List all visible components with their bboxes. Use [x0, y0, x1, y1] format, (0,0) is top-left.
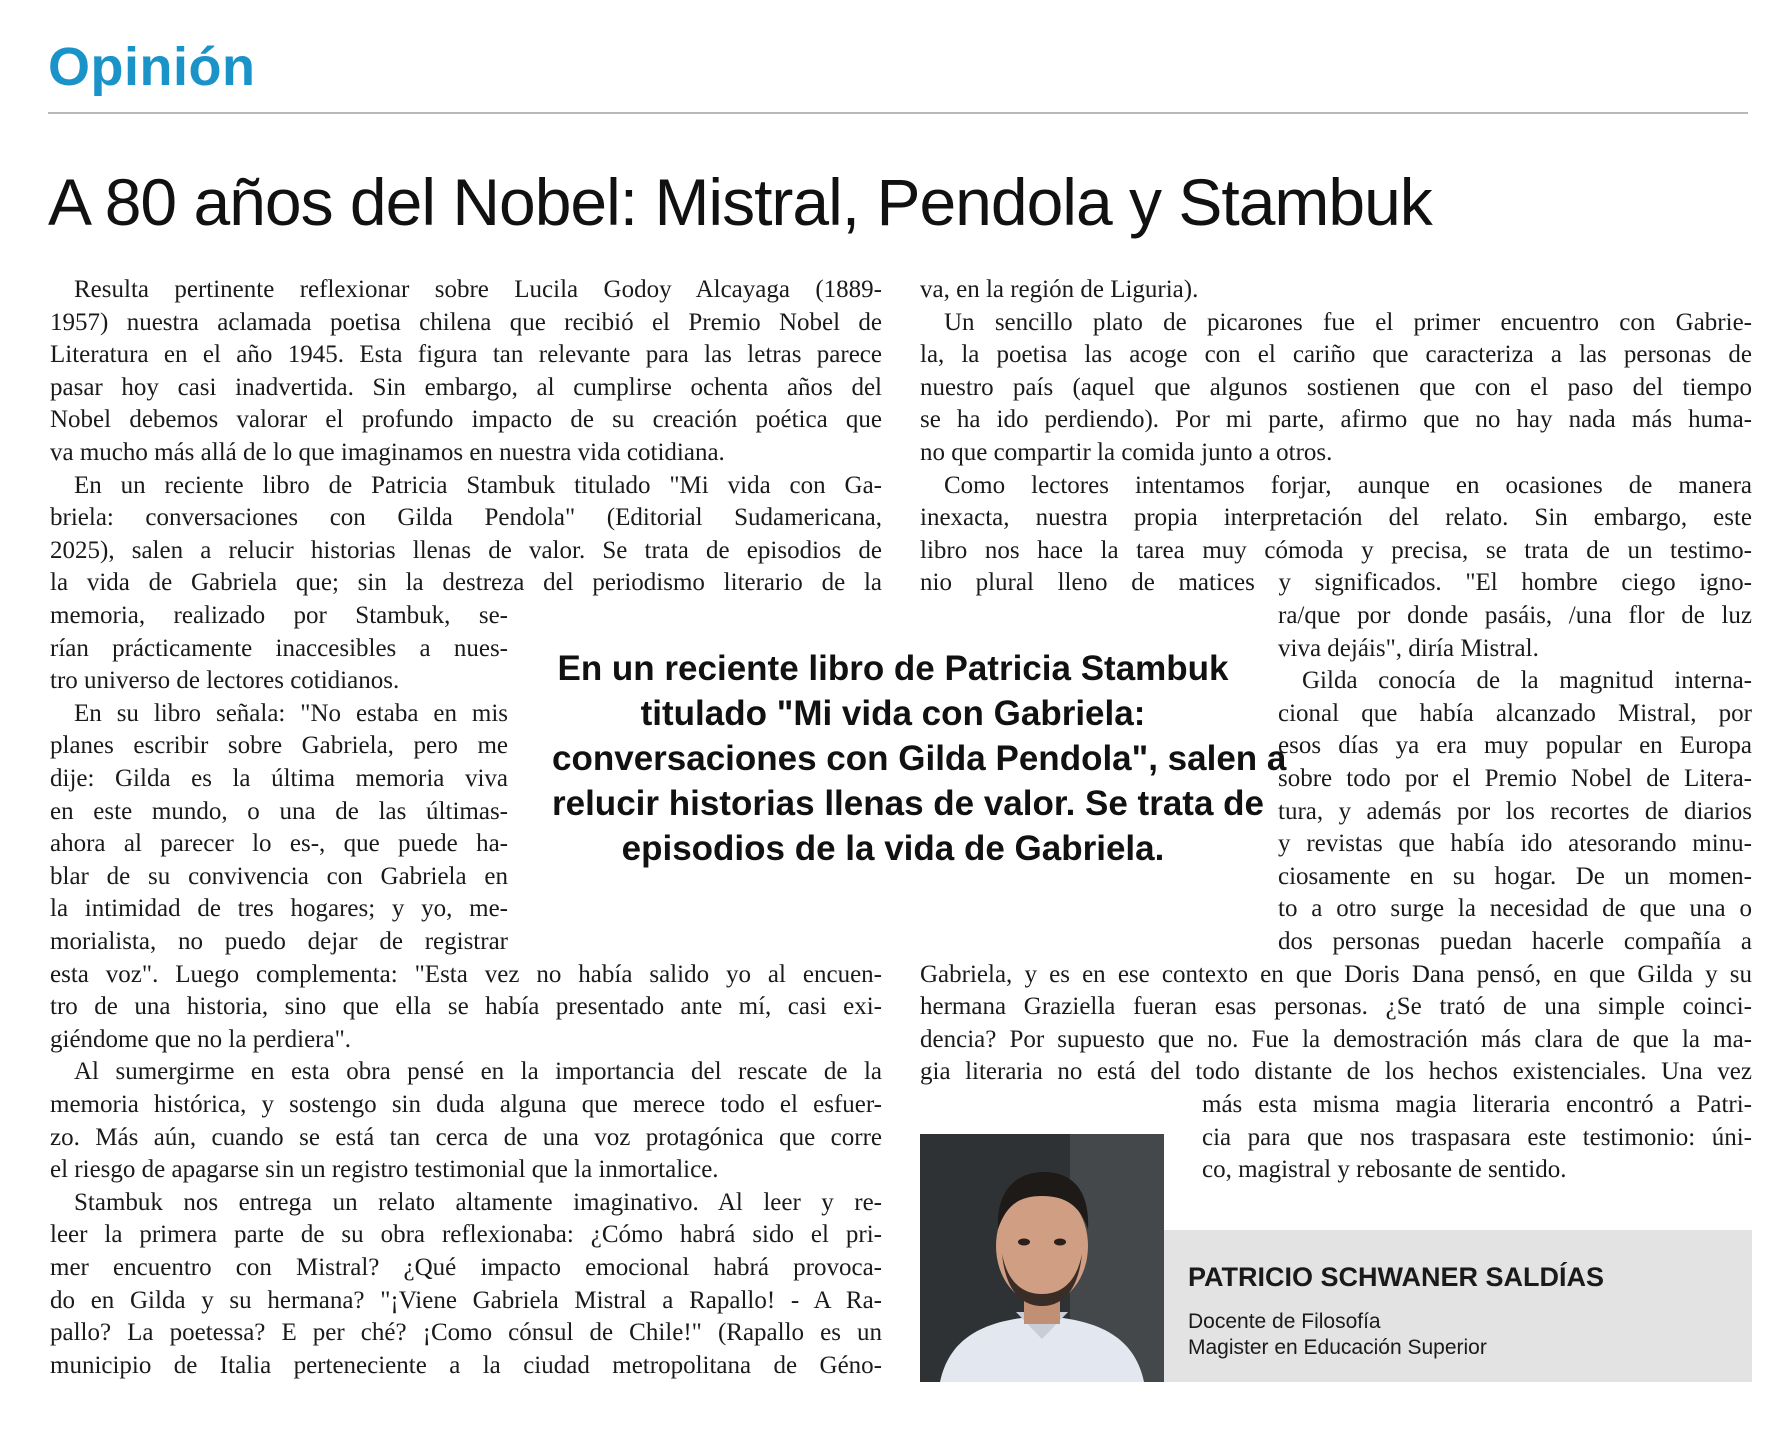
- author-portrait-icon: [920, 1134, 1164, 1382]
- text-line: cia para que nos traspasara este testimonio: úni-: [1202, 1123, 1752, 1151]
- text-line: mer encuentro con Mistral? ¿Qué impacto emocional habrá provoca-: [50, 1254, 882, 1281]
- headline: A 80 años del Nobel: Mistral, Pendola y Stambuk: [48, 165, 1432, 239]
- text-line: tro de una historia, sino que ella se había presentado ante mí, casi exi-: [50, 993, 882, 1021]
- text-line: pasar hoy casi inadvertida. Sin embargo, al cumplirse ochenta años del: [50, 373, 882, 401]
- text-line: blar de su convivencia con Gabriela en: [50, 862, 508, 890]
- text-line: En un reciente libro de Patricia Stambuk titulado "Mi vida con Ga-: [74, 471, 882, 499]
- text-line: la, la poetisa las acoge con el cariño que caracteriza a las personas de: [920, 341, 1752, 369]
- text-line: ra/que por donde pasáis, /una flor de luz: [1278, 602, 1752, 629]
- text-line: memoria histórica, y sostengo sin duda alguna que merece todo el esfuer-: [50, 1091, 882, 1118]
- text-line: 1957) nuestra aclamada poetisa chilena que recibió el Premio Nobel de: [50, 308, 882, 336]
- text-line: dencia? Por supuesto que no. Fue la demostración más clara de que la ma-: [920, 1025, 1752, 1053]
- text-line: En su libro señala: "No estaba en mis: [74, 699, 508, 727]
- text-line: esta voz". Luego complementa: "Esta vez no había salido yo al encuen-: [50, 960, 882, 988]
- text-line: ahora al parecer lo es-, que puede ha-: [50, 830, 508, 858]
- text-line: dije: Gilda es la última memoria viva: [50, 765, 508, 792]
- text-line: Stambuk nos entrega un relato altamente imaginativo. Al leer y re-: [74, 1188, 882, 1216]
- text-line: municipio de Italia perteneciente a la ciudad metropolitana de Géno-: [50, 1351, 882, 1379]
- text-line: Un sencillo plato de picarones fue el primer encuentro con Gabrie-: [944, 308, 1752, 336]
- text-line: el riesgo de apagarse sin un registro testimonial que la inmortalice.: [50, 1156, 719, 1184]
- text-line: esos días ya era muy popular en Europa: [1278, 732, 1752, 760]
- text-line: do en Gilda y su hermana? "¡Viene Gabriela Mistral a Rapallo! - A Ra-: [50, 1286, 882, 1314]
- text-line: co, magistral y rebosante de sentido.: [1202, 1156, 1567, 1184]
- text-line: pallo? La poetessa? E per ché? ¡Como cónsul de Chile!" (Rapallo es un: [50, 1319, 882, 1347]
- text-line: viva dejáis", diría Mistral.: [1278, 634, 1539, 662]
- text-line: en este mundo, o una de las últimas-: [50, 797, 508, 825]
- text-line: zo. Más aún, cuando se está tan cerca de una voz protagónica que corre: [50, 1123, 882, 1151]
- pull-quote-line: titulado "Mi vida con Gabriela:: [640, 694, 1146, 733]
- text-line: to a otro surge la necesidad de que una o: [1278, 895, 1752, 923]
- text-line: Nobel debemos valorar el profundo impacto de su creación poética que: [50, 406, 882, 434]
- pull-quote-line: relucir historias llenas de valor. Se trata de: [552, 784, 1264, 823]
- text-line: morialista, no puedo dejar de registrar: [50, 928, 508, 955]
- text-line: hermana Graziella fueran esas personas. ¿Se trató de una simple coinci-: [920, 993, 1752, 1021]
- text-line: sobre todo por el Premio Nobel de Litera-: [1278, 765, 1752, 792]
- text-line: se ha ido perdiendo). Por mi parte, afirmo que no hay nada más huma-: [920, 406, 1752, 434]
- text-line: nio plural lleno de matices y significados. "El hombre ciego igno-: [920, 569, 1752, 597]
- text-line: giéndome que no la perdiera".: [50, 1025, 352, 1053]
- text-line: planes escribir sobre Gabriela, pero me: [50, 732, 508, 760]
- text-line: ciosamente en su hogar. De un momen-: [1278, 862, 1752, 890]
- text-line: dos personas puedan hacerle compañía a: [1278, 928, 1752, 955]
- text-line: Resulta pertinente reflexionar sobre Lucila Godoy Alcayaga (1889-: [74, 276, 882, 303]
- text-line: y revistas que había ido atesorando minu-: [1278, 830, 1752, 858]
- text-line: Gilda conocía de la magnitud interna-: [1302, 667, 1752, 695]
- text-line: leer la primera parte de su obra reflexionaba: ¿Cómo habrá sido el pri-: [50, 1221, 882, 1249]
- text-line: va, en la región de Liguria).: [920, 276, 1199, 303]
- text-line: Gabriela, y es en ese contexto en que Doris Dana pensó, en que Gilda y su: [920, 960, 1752, 988]
- text-line: inexacta, nuestra propia interpretación del relato. Sin embargo, este: [920, 504, 1752, 532]
- text-line: Como lectores intentamos forjar, aunque en ocasiones de manera: [944, 471, 1752, 499]
- text-line: Literatura en el año 1945. Esta figura tan relevante para las letras parece: [50, 341, 882, 369]
- text-line: no que compartir la comida junto a otros.: [920, 439, 1333, 466]
- text-line: la vida de Gabriela que; sin la destreza del periodismo literario de la: [50, 569, 882, 597]
- author-degree: Magister en Educación Superior: [1188, 1336, 1487, 1359]
- pull-quote-line: En un reciente libro de Patricia Stambuk: [557, 649, 1229, 688]
- pull-quote: [552, 646, 1287, 871]
- text-line: gia literaria no está del todo distante de los hechos existenciales. Una vez: [920, 1058, 1752, 1086]
- section-label: Opinión: [48, 37, 256, 97]
- author-role: Docente de Filosofía: [1188, 1310, 1381, 1333]
- text-line: la intimidad de tres hogares; y yo, me-: [50, 895, 508, 923]
- pull-quote-line: episodios de la vida de Gabriela.: [621, 829, 1165, 868]
- text-line: Al sumergirme en esta obra pensé en la importancia del rescate de la: [74, 1058, 882, 1086]
- text-line: tura, y además por los recortes de diarios: [1278, 797, 1752, 825]
- author-photo: [920, 1134, 1164, 1382]
- text-line: briela: conversaciones con Gilda Pendola" (Editorial Sudamericana,: [50, 504, 882, 532]
- text-line: rían prácticamente inaccesibles a nues-: [50, 634, 508, 662]
- section-divider: [48, 112, 1748, 114]
- text-line: memoria, realizado por Stambuk, se-: [50, 602, 508, 629]
- text-line: cional que había alcanzado Mistral, por: [1278, 699, 1752, 727]
- text-line: tro universo de lectores cotidianos.: [50, 667, 400, 695]
- text-line: va mucho más allá de lo que imaginamos en nuestra vida cotidiana.: [50, 439, 725, 466]
- author-name: PATRICIO SCHWANER SALDÍAS: [1188, 1262, 1605, 1292]
- text-line: 2025), salen a relucir historias llenas de valor. Se trata de episodios de: [50, 536, 882, 564]
- text-line: nuestro país (aquel que algunos sostienen que con el paso del tiempo: [920, 373, 1752, 401]
- pull-quote-line: conversaciones con Gilda Pendola", salen a: [552, 739, 1287, 778]
- text-line: libro nos hace la tarea muy cómoda y precisa, se trata de un testimo-: [920, 536, 1752, 564]
- text-line: más esta misma magia literaria encontró a Patri-: [1202, 1091, 1752, 1118]
